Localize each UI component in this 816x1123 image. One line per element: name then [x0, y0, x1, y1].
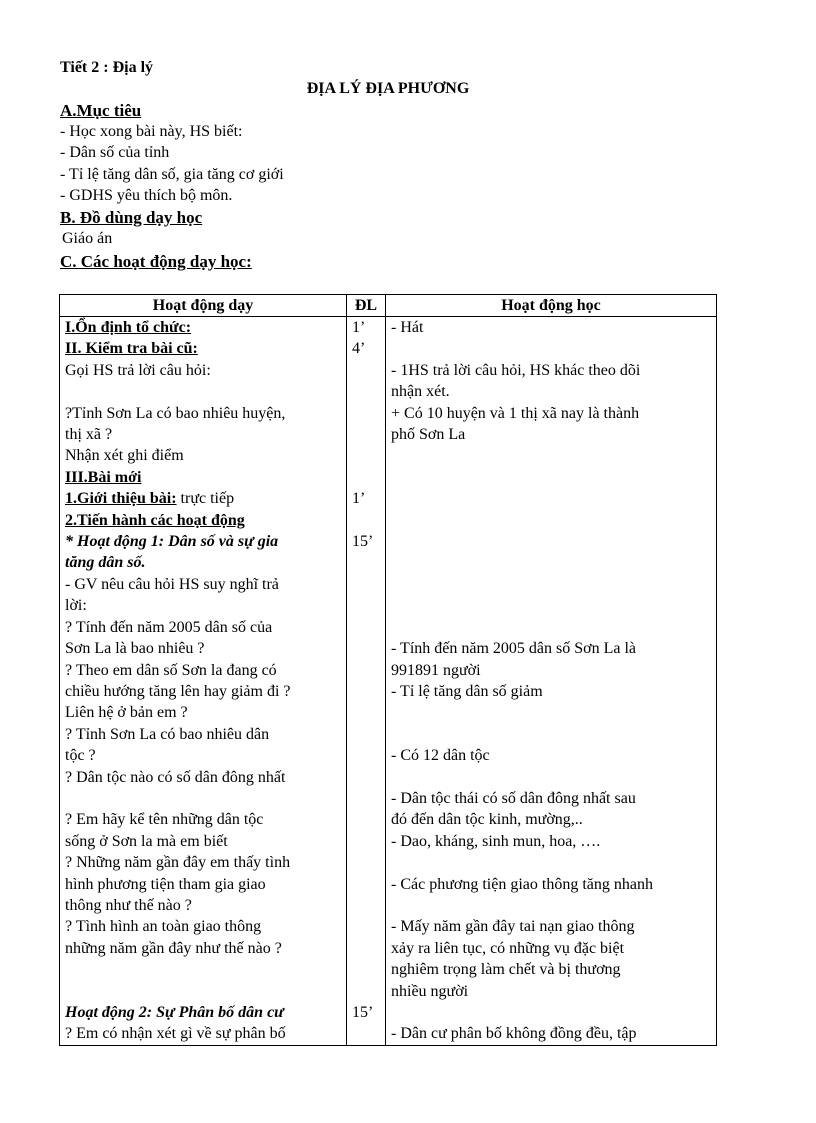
- learning-line: [391, 552, 711, 573]
- learning-line: 991891 người: [391, 661, 481, 679]
- learning-line: - Có 12 dân tộc: [391, 747, 490, 765]
- learning-line: nhận xét.: [391, 383, 450, 401]
- learning-line: [391, 510, 711, 531]
- learning-line: [391, 702, 711, 723]
- time-column: [347, 317, 386, 1046]
- teaching-line: ? Em hãy kể tên những dân tộc: [65, 811, 264, 829]
- teaching-line: I.Ổn định tổ chức:: [65, 319, 192, 336]
- teaching-line: [65, 981, 341, 1002]
- teaching-line: Nhận xét ghi điểm: [65, 447, 184, 465]
- learning-line: [391, 852, 711, 873]
- time-value: [352, 360, 380, 381]
- activities-table: [59, 294, 717, 1046]
- teaching-line: [65, 381, 341, 402]
- learning-line: - Tỉ lệ tăng dân số giảm: [391, 682, 543, 700]
- teaching-line: lời:: [65, 597, 87, 615]
- learning-line: + Có 10 huyện và 1 thị xã nay là thành: [391, 404, 640, 422]
- learning-line: xảy ra liên tục, có những vụ đặc biệt: [391, 939, 625, 957]
- time-value: 15’: [352, 533, 374, 551]
- teaching-line: tăng dân số.: [65, 554, 146, 572]
- time-value: [352, 724, 380, 745]
- teaching-line: Hoạt động 2: Sự Phân bố dân cư: [65, 1004, 284, 1021]
- teaching-line: chiều hướng tăng lên hay giảm đi ?: [65, 682, 291, 700]
- learning-line: - Tính đến năm 2005 dân số Sơn La là: [391, 640, 637, 658]
- teaching-line: - GV nêu câu hỏi HS suy nghĩ trả: [65, 575, 279, 593]
- learning-line: - Dân tộc thái có số dân đông nhất sau: [391, 789, 636, 807]
- time-value: 4’: [352, 340, 366, 358]
- time-value: [352, 381, 380, 402]
- time-value: [352, 981, 380, 1002]
- teaching-line: những năm gần đây như thế nào ?: [65, 939, 282, 957]
- lesson-label: Tiết 2 : Địa lý: [60, 59, 154, 76]
- learning-line: [391, 895, 711, 916]
- learning-line: [391, 338, 711, 359]
- teaching-line: ? Tỉnh Sơn La có bao nhiêu dân: [65, 725, 270, 743]
- teaching-line: hình phương tiện tham gia giao: [65, 875, 266, 893]
- time-value: [352, 788, 380, 809]
- time-value: [352, 916, 380, 937]
- teaching-line: ? Dân tộc nào có số dân đông nhất: [65, 768, 286, 786]
- teaching-line: thị xã ?: [65, 426, 113, 444]
- time-value: [352, 445, 380, 466]
- teaching-line-bold: 1.Giới thiệu bài:: [65, 490, 177, 508]
- teaching-line: ? Em có nhận xét gì về sự phân bố: [65, 1025, 286, 1043]
- teaching-line: II. Kiểm tra bài cũ:: [65, 340, 198, 358]
- learning-line: - Mấy năm gần đây tai nạn giao thông: [391, 918, 635, 936]
- learning-line: nghiêm trọng làm chết và bị thương: [391, 961, 621, 979]
- objective-item: - Dân số của tỉnh: [60, 144, 170, 161]
- teaching-line: sống ở Sơn la mà em biết: [65, 832, 228, 850]
- time-value: [352, 767, 380, 788]
- header-learning: Hoạt động học: [386, 295, 717, 317]
- learning-line: [391, 488, 711, 509]
- teaching-line: [65, 788, 341, 809]
- learning-line: nhiều người: [391, 982, 469, 1000]
- objective-item: - GDHS yêu thích bộ môn.: [60, 187, 233, 204]
- time-value: [352, 552, 380, 573]
- learning-line: - Hát: [391, 319, 424, 336]
- learning-column: [386, 317, 717, 1046]
- header-time: ĐL: [347, 295, 386, 317]
- objective-item: - Học xong bài này, HS biết:: [60, 123, 243, 140]
- time-value: [352, 681, 380, 702]
- time-value: [352, 809, 380, 830]
- learning-line: phố Sơn La: [391, 426, 466, 444]
- learning-line: [391, 445, 711, 466]
- time-value: [352, 938, 380, 959]
- learning-line: đó đến dân tộc kinh, mường,..: [391, 811, 583, 829]
- table-row: [60, 317, 717, 1046]
- learning-line: - Dân cư phân bố không đồng đều, tập: [391, 1025, 637, 1043]
- time-value: [352, 959, 380, 980]
- teaching-line: Gọi HS trả lời câu hỏi:: [65, 361, 211, 379]
- teaching-line: ? Những năm gần đây em thấy tình: [65, 854, 291, 872]
- activities-heading: C. Các hoạt động dạy học:: [60, 252, 252, 271]
- table-header-row: [60, 295, 717, 317]
- learning-line: - 1HS trả lời câu hỏi, HS khác theo dõi: [391, 361, 641, 379]
- time-value: [352, 638, 380, 659]
- learning-line: [391, 595, 711, 616]
- time-value: [352, 574, 380, 595]
- time-value: [352, 510, 380, 531]
- teaching-line: III.Bài mới: [65, 468, 142, 486]
- time-value: [352, 617, 380, 638]
- time-value: [352, 403, 380, 424]
- time-value: 1’: [352, 319, 366, 336]
- learning-line: - Các phương tiện giao thông tăng nhanh: [391, 875, 653, 893]
- learning-line: - Dao, kháng, sinh mun, hoa, ….: [391, 832, 601, 850]
- teaching-line: 2.Tiến hành các hoạt động: [65, 511, 245, 529]
- learning-line: [391, 467, 711, 488]
- materials-heading: B. Đồ dùng dạy học: [60, 208, 203, 227]
- objective-item: - Tỉ lệ tăng dân số, gia tăng cơ giới: [60, 166, 284, 183]
- objectives-heading: A.Mục tiêu: [60, 101, 142, 120]
- teaching-line: [65, 959, 341, 980]
- teaching-line-rest: trực tiếp: [176, 490, 235, 508]
- teaching-line: ? Tính đến năm 2005 dân số của: [65, 618, 273, 636]
- teaching-line: tộc ?: [65, 747, 96, 765]
- time-value: [352, 702, 380, 723]
- teaching-column: [60, 317, 347, 1046]
- learning-line: [391, 531, 711, 552]
- learning-line: [391, 1002, 711, 1023]
- learning-line: [391, 617, 711, 638]
- teaching-line: ? Theo em dân số Sơn la đang có: [65, 661, 277, 679]
- time-value: [352, 831, 380, 852]
- header-teaching: Hoạt động dạy: [60, 295, 347, 317]
- teaching-line: thông như thế nào ?: [65, 896, 192, 914]
- time-value: 15’: [352, 1004, 374, 1021]
- time-value: 1’: [352, 490, 366, 508]
- time-value: [352, 660, 380, 681]
- learning-line: [391, 574, 711, 595]
- time-value: [352, 895, 380, 916]
- page-title: ĐỊA LÝ ĐỊA PHƯƠNG: [306, 80, 470, 97]
- time-value: [352, 424, 380, 445]
- time-value: [352, 852, 380, 873]
- learning-line: [391, 724, 711, 745]
- teaching-line: * Hoạt động 1: Dân số và sự gia: [65, 533, 279, 551]
- time-value: [352, 467, 380, 488]
- materials-text: Giáo án: [62, 230, 113, 247]
- teaching-line: Liên hệ ở bản em ?: [65, 704, 188, 722]
- time-value: [352, 745, 380, 766]
- time-value: [352, 1023, 380, 1044]
- teaching-line: Sơn La là bao nhiêu ?: [65, 640, 205, 658]
- teaching-line: ?Tỉnh Sơn La có bao nhiêu huyện,: [65, 404, 286, 422]
- time-value: [352, 874, 380, 895]
- time-value: [352, 595, 380, 616]
- teaching-line: [65, 488, 341, 509]
- learning-line: [391, 767, 711, 788]
- teaching-line: ? Tình hình an toàn giao thông: [65, 918, 262, 936]
